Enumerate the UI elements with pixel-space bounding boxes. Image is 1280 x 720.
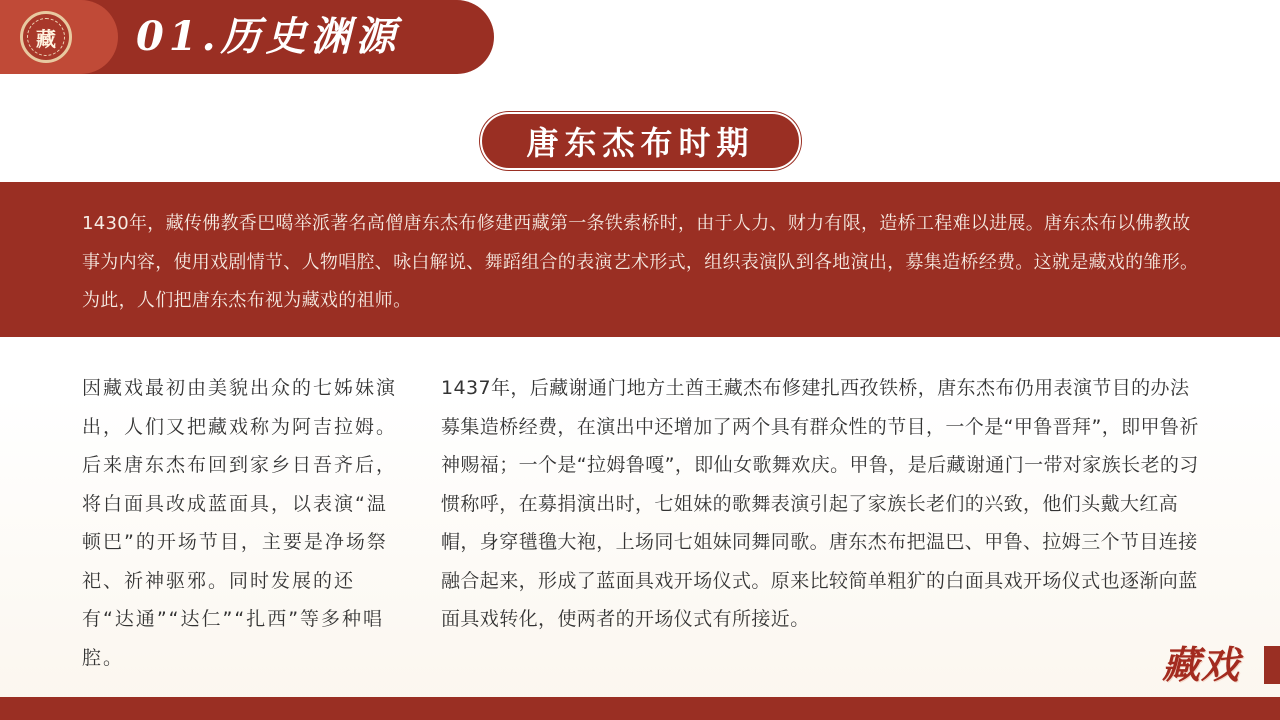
seal-logo-text: 藏 <box>27 18 65 56</box>
corner-logo: 藏戏 <box>1162 642 1241 687</box>
side-tab <box>1264 646 1280 684</box>
period-title: 唐东杰布时期 <box>480 112 801 170</box>
seal-logo <box>20 11 72 63</box>
right-paragraph: 1437年，后藏谢通门地方土酋王藏杰布修建扎西孜铁桥，唐东杰布仍用表演节目的办法募集造桥经费，在演出中还增加了两个具有群众性的节目，一个是“甲鲁晋拜”，即甲鲁祈神赐福；一个是“拉姆鲁嘎”，即仙女歌舞欢庆。甲鲁，是后藏谢通门一带对家族长老的习惯称呼，在募捐演出时，七姐妹的歌舞表演引起了家族长老们的兴致，他们头戴大红高帽，身穿氆氇大袍，上场同七姐妹同舞同歌。唐东杰布把温巴、甲鲁、拉姆三个节目连接融合起来，形成了蓝面具戏开场仪式。原来比较简单粗犷的白面具戏开场仪式也逐渐向蓝面具戏转化，使两者的开场仪式有所接近。 <box>441 377 1199 630</box>
bottom-bar <box>0 697 1280 720</box>
intro-paragraph: 1430年，藏传佛教香巴噶举派著名高僧唐东杰布修建西藏第一条铁索桥时，由于人力、财力有限，造桥工程难以进展。唐东杰布以佛教故事为内容，使用戏剧情节、人物唱腔、咏白解说、舞蹈组合的表演艺术形式，组织表演队到各地演出，募集造桥经费。这就是藏戏的雏形。为此，人们把唐东杰布视为藏戏的祖师。 <box>82 213 1199 311</box>
section-title: 01.历史渊源 <box>136 13 401 60</box>
left-paragraph: 因藏戏最初由美貌出众的七姊妹演出，人们又把藏戏称为阿吉拉姆。后来唐东杰布回到家乡日吾齐后，将白面具改成蓝面具，以表演“温顿巴”的开场节目，主要是净场祭祀、祈神驱邪。同时发展的还有“达通”“达仁”“扎西”等多种唱腔。 <box>82 377 398 669</box>
